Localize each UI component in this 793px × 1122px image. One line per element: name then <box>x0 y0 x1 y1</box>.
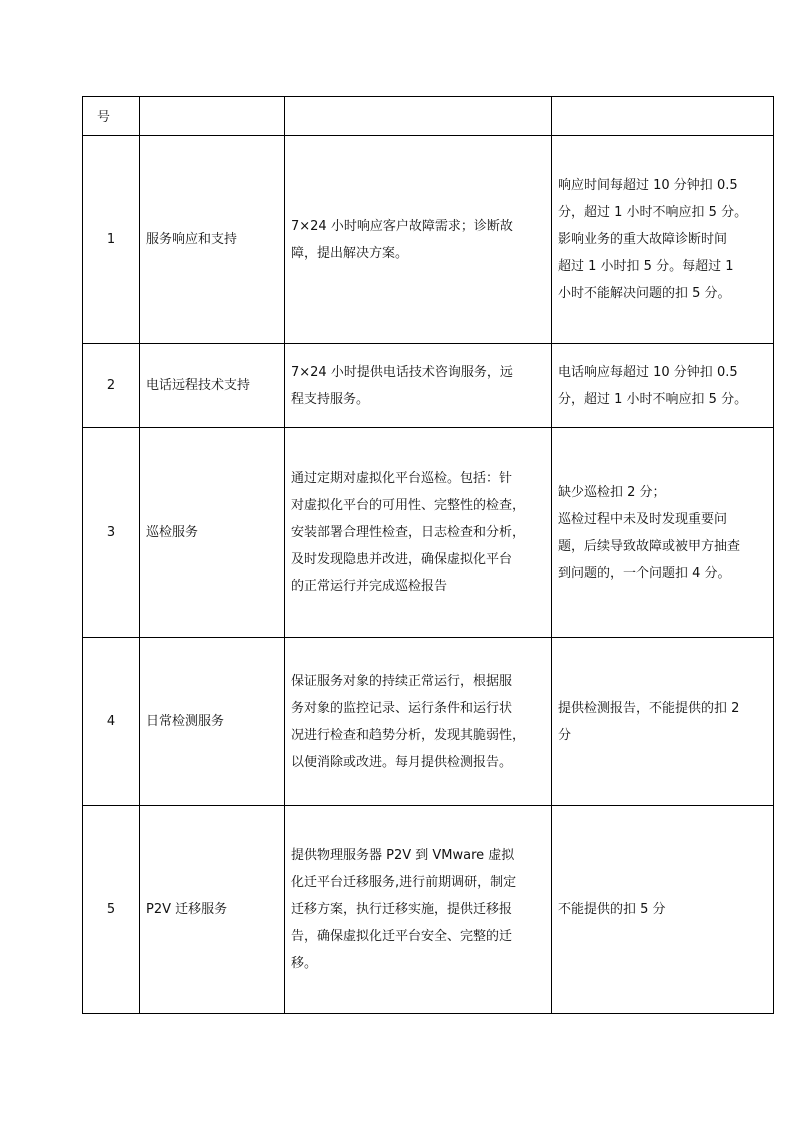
scoring-criteria <box>552 344 774 428</box>
content-line: 对虚拟化平台的可用性、完整性的检查， <box>291 498 526 513</box>
table-header-row <box>83 97 774 136</box>
criteria-line: 响应时间每超过 10 分钟扣 0.5 <box>558 178 738 193</box>
criteria-line: 小时不能解决问题的扣 5 分。 <box>558 286 731 301</box>
criteria-line: 分 <box>558 727 572 743</box>
scoring-criteria <box>552 428 774 638</box>
content-line: 况进行检查和趋势分析，发现其脆弱性， <box>291 727 526 743</box>
criteria-line: 影响业务的重大故障诊断时间 <box>558 232 728 247</box>
header-number-cell: 号 <box>83 97 140 136</box>
content-line: 程支持服务。 <box>291 391 370 407</box>
content-line: 及时发现隐患并改进，确保虚拟化平台 <box>291 552 513 567</box>
table-row <box>83 638 774 806</box>
criteria-line: 超过 1 小时扣 5 分。每超过 1 <box>558 259 734 274</box>
content-line: 化迁平台迁移服务,进行前期调研，制定 <box>291 875 517 890</box>
criteria-line: 电话响应每超过 10 分钟扣 0.5 <box>558 364 738 380</box>
content-line: 7×24 小时提供电话技术咨询服务，远 <box>291 364 513 380</box>
content-line: 告，确保虚拟化迁平台安全、完整的迁 <box>291 929 513 944</box>
content-line: 移。 <box>291 956 318 971</box>
table-row <box>83 344 774 428</box>
content-line: 以便消除或改进。每月提供检测报告。 <box>291 754 513 770</box>
criteria-line: 分，超过 1 小时不响应扣 5 分。 <box>558 391 748 407</box>
criteria-line: 到问题的，一个问题扣 4 分。 <box>558 565 731 581</box>
service-content <box>285 638 552 806</box>
service-name: P2V 迁移服务 <box>140 806 285 1014</box>
table-row <box>83 806 774 1014</box>
row-number: 4 <box>83 638 140 806</box>
content-line: 障，提出解决方案。 <box>291 245 409 261</box>
service-name: 巡检服务 <box>140 428 285 638</box>
service-name: 服务响应和支持 <box>140 136 285 344</box>
content-line: 提供物理服务器 P2V 到 VMware 虚拟 <box>291 848 515 863</box>
row-number: 3 <box>83 428 140 638</box>
criteria-line: 不能提供的扣 5 分 <box>558 902 666 917</box>
service-content <box>285 806 552 1014</box>
table-row <box>83 136 774 344</box>
content-line: 务对象的监控记录、运行条件和运行状 <box>291 700 513 716</box>
service-content <box>285 428 552 638</box>
row-number: 2 <box>83 344 140 428</box>
service-name: 日常检测服务 <box>140 638 285 806</box>
content-line: 保证服务对象的持续正常运行，根据服 <box>291 673 513 689</box>
table-row <box>83 428 774 638</box>
criteria-line: 提供检测报告，不能提供的扣 2 <box>558 700 740 716</box>
scoring-criteria <box>552 638 774 806</box>
header-content-cell <box>285 97 552 136</box>
scoring-criteria <box>552 136 774 344</box>
criteria-line: 缺少巡检扣 2 分； <box>558 484 666 500</box>
header-name-cell <box>140 97 285 136</box>
service-table <box>82 96 774 1014</box>
row-number: 1 <box>83 136 140 344</box>
service-content <box>285 136 552 344</box>
service-content <box>285 344 552 428</box>
service-name: 电话远程技术支持 <box>140 344 285 428</box>
scoring-criteria <box>552 806 774 1014</box>
content-line: 的正常运行并完成巡检报告 <box>291 579 448 594</box>
criteria-line: 题，后续导致故障或被甲方抽查 <box>558 538 741 554</box>
criteria-line: 巡检过程中未及时发现重要问 <box>558 511 728 527</box>
content-line: 迁移方案，执行迁移实施，提供迁移报 <box>291 902 513 917</box>
content-line: 通过定期对虚拟化平台巡检。包括：针 <box>291 471 513 486</box>
content-line: 7×24 小时响应客户故障需求；诊断故 <box>291 218 513 234</box>
row-number: 5 <box>83 806 140 1014</box>
content-line: 安装部署合理性检查，日志检查和分析， <box>291 525 526 540</box>
criteria-line: 分，超过 1 小时不响应扣 5 分。 <box>558 205 748 220</box>
header-criteria-cell <box>552 97 774 136</box>
